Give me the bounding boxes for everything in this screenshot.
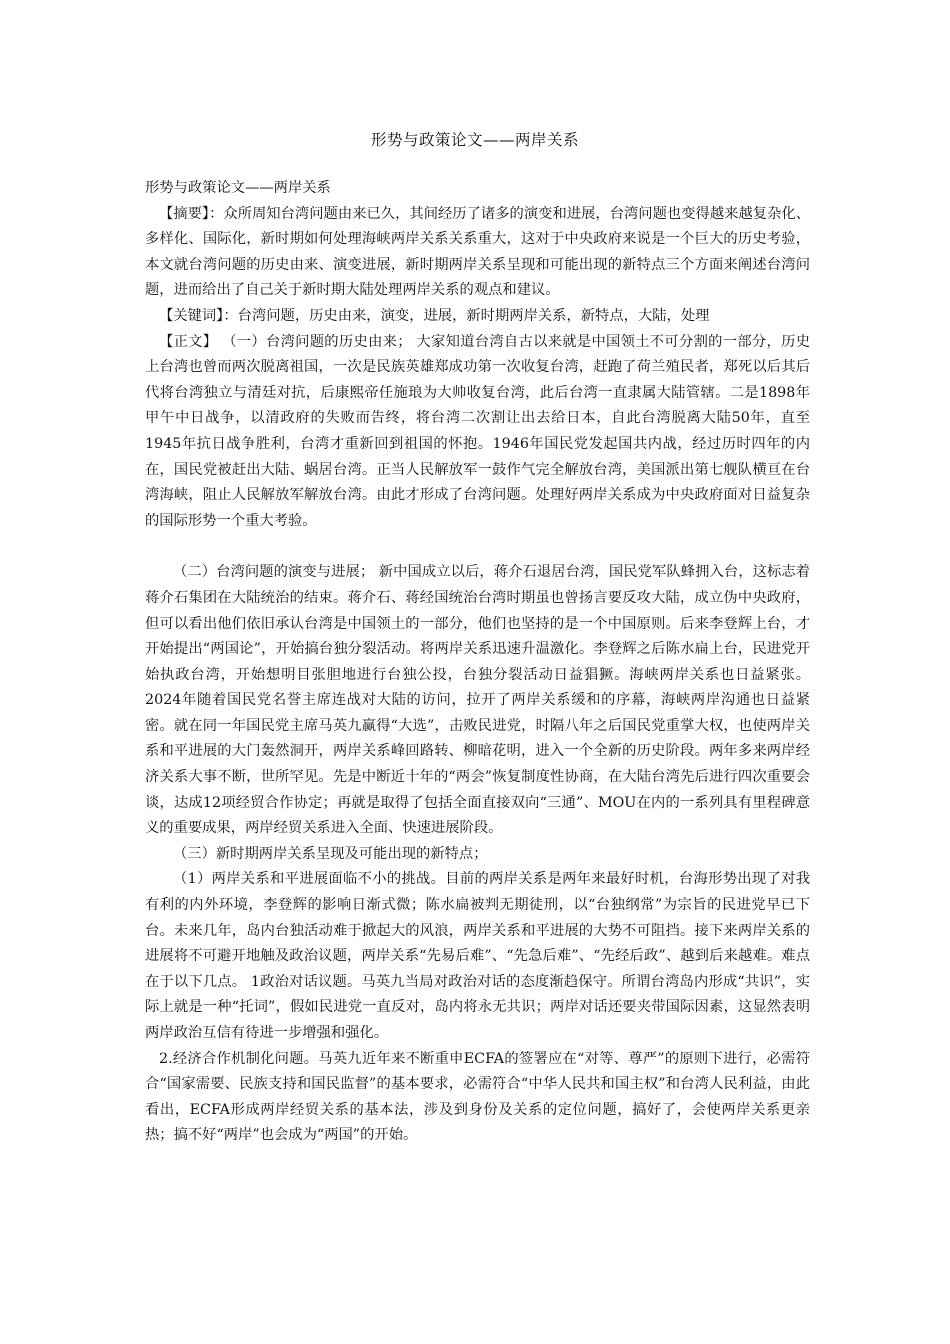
section-3-paragraph-2: 2.经济合作机制化问题。马英九近年来不断重申ECFA的签署应在“对等、尊严”的原则下进行，必需符合“国家需要、民族支持和国民监督”的基本要求，必需符合“中华人民共和国主权”和台湾人民利益，由此看出，ECFA形成两岸经贸关系的基本法，涉及到身份及关系的定位问题，搞好了，会使两岸关系更亲热；搞不好“两岸”也会成为“两国”的开始。 (145, 1050, 810, 1144)
document-body (145, 176, 810, 1149)
section-2-paragraph: （二）台湾问题的演变与进展； 新中国成立以后，蒋介石退居台湾，国民党军队蜂拥入台，这标志着蒋介石集团在大陆统治的结束。蒋介石、蒋经国统治台湾时期虽也曾扬言要反攻大陆，成立伪中央政府，但可以看出他们依旧承认台湾是中国领土的一部分，他们也坚持的是一个中国原则。后来李登辉上台，才开始提出“两国论”，开始搞台独分裂活动。将两岸关系迅速升温激化。李登辉之后陈水扁上台，民进党开始执政台湾，开始想明目张胆地进行台独公投，台独分裂活动日益猖獗。海峡两岸关系也日益紧张。2024年随着国民党名誉主席连战对大陆的访问，拉开了两岸关系缓和的序幕，海峡两岸沟通也日益紧密。就在同一年国民党主席马英九赢得“大选”，击败民进党，时隔八年之后国民党重掌大权，也使两岸关系和平进展的大门轰然洞开，两岸关系峰回路转、柳暗花明，进入一个全新的历史阶段。两年多来两岸经济关系大事不断，世所罕见。先是中断近十年的“两会”恢复制度性协商，在大陆台湾先后进行四次重要会谈，达成12项经贸合作协定；再就是取得了包括全面直接双向“三通”、MOU在内的一系列具有里程碑意义的重要成果，两岸经贸关系进入全面、快速进展阶段。 (145, 564, 810, 837)
section-1-paragraph: 【正文】 （一）台湾问题的历史由来； 大家知道台湾自古以来就是中国领土不可分割的一部分，历史上台湾也曾而两次脱离祖国，一次是民族英雄郑成功第一次收复台湾，赶跑了荷兰殖民者，郑死以后其后代将台湾独立与清廷对抗，后康熙帝任施琅为大帅收复台湾，此后台湾一直隶属大陆管辖。二是1898年甲午中日战争，以清政府的失败而告终，将台湾二次割让出去给日本，自此台湾脱离大陆50年，直至1945年抗日战争胜利，台湾才重新回到祖国的怀抱。1946年国民党发起国共内战，经过历时四年的内在，国民党被赶出大陆、蜗居台湾。正当人民解放军一鼓作气完全解放台湾，美国派出第七舰队横亘在台湾海峡，阻止人民解放军解放台湾。由此才形成了台湾问题。处理好两岸关系成为中央政府面对日益复杂的国际形势一个重大考验。 (145, 333, 810, 529)
section-3-heading: （三）新时期两岸关系呈现及可能出现的新特点； (173, 845, 488, 862)
section-3-paragraph-1: （1）两岸关系和平进展面临不小的挑战。目前的两岸关系是两年来最好时机，台海形势出现了对我有利的内外环境，李登辉的影响日渐式微；陈水扁被判无期徒刑，以“台独纲常”为宗旨的民进党早已下台。未来几年，岛内台独活动难于掀起大的风浪，两岸关系和平进展的大势不可阻挡。接下来两岸关系的进展将不可避开地触及政治议题，两岸关系“先易后难”、“先急后难”、“先经后政”、越到后来越难。难点在于以下几点。 1政治对话议题。马英九当局对政治对话的态度渐趋保守。所谓台湾岛内形成“共识”，实际上就是一种“托词”，假如民进党一直反对，岛内将永无共识；两岸对话还要夹带国际因素，这显然表明两岸政治互信有待进一步增强和强化。 (145, 871, 810, 1041)
page-title: 形势与政策论文——两岸关系 (370, 131, 579, 149)
abstract-paragraph: 【摘要】：众所周知台湾问题由来已久，其间经历了诸多的演变和进展，台湾问题也变得越来越复杂化、多样化、国际化，新时期如何处理海峡两岸关系关系重大，这对于中央政府来说是一个巨大的历史考验，本文就台湾问题的历史由来、演变进展，新时期两岸关系呈现和可能出现的新特点三个方面来阐述台湾问题，进而给出了自己关于新时期大陆处理两岸关系的观点和建议。 (145, 205, 810, 299)
subtitle: 形势与政策论文——两岸关系 (145, 180, 331, 196)
keywords-paragraph: 【关键词】：台湾问题，历史由来，演变，进展，新时期两岸关系，新特点，大陆，处理 (159, 307, 710, 324)
